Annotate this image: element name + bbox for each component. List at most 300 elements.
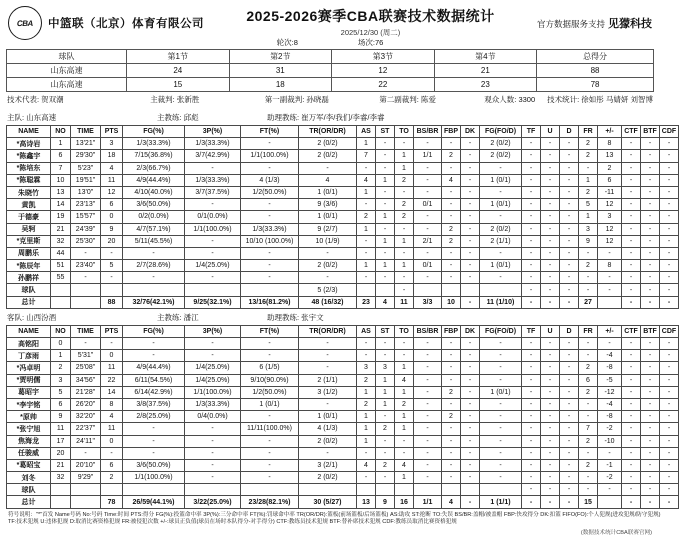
unsportsmanlike: - xyxy=(541,496,560,508)
technical-fouls: - xyxy=(522,398,541,410)
blocks: - xyxy=(414,386,442,398)
steals: 1 xyxy=(376,260,395,272)
free-throws: 23/28(82.1%) xyxy=(241,496,299,508)
jersey-number: 55 xyxy=(51,272,71,284)
turnovers: - xyxy=(395,447,414,459)
dunks: - xyxy=(461,459,480,471)
steals: 1 xyxy=(376,235,395,247)
free-throws xyxy=(241,284,299,296)
coach-technical: - xyxy=(622,138,641,150)
three-pointers: 1/1(100.0%) xyxy=(185,386,241,398)
disqualifying: - xyxy=(560,186,579,198)
fastbreak-points: 2 xyxy=(442,150,461,162)
minutes xyxy=(71,484,101,496)
scoreboard-q4: 21 xyxy=(434,64,537,78)
turnovers: 11 xyxy=(395,296,414,308)
field-goals: 4/7(57.1%) xyxy=(123,223,185,235)
coach-disqualifying: - xyxy=(660,423,679,435)
field-goals: 7/15(36.8%) xyxy=(123,150,185,162)
player-row xyxy=(7,459,679,471)
assists: - xyxy=(357,199,376,211)
disqualifying: - xyxy=(560,374,579,386)
fastbreak-points: - xyxy=(442,459,461,471)
minutes: 15'57" xyxy=(71,211,101,223)
disqualifying: - xyxy=(560,459,579,471)
bench-technical: - xyxy=(641,398,660,410)
unsportsmanlike: - xyxy=(541,174,560,186)
technical-fouls: - xyxy=(522,223,541,235)
fastbreak-points: - xyxy=(442,350,461,362)
field-goals: 2/3(66.7%) xyxy=(123,162,185,174)
unsportsmanlike: - xyxy=(541,296,560,308)
dunks: - xyxy=(461,374,480,386)
player-name: 孙鹏祥 xyxy=(7,272,51,284)
col-to: TO xyxy=(395,126,414,138)
three-pointers: - xyxy=(185,272,241,284)
unsportsmanlike: - xyxy=(541,447,560,459)
plus-minus: 12 xyxy=(598,235,622,247)
three-pointers: 3/7(42.9%) xyxy=(185,150,241,162)
fouls-drawn: 7 xyxy=(579,423,598,435)
col-tf: TF xyxy=(522,126,541,138)
total-rebounds: - xyxy=(299,350,357,362)
field-goals: 4/9(44.4%) xyxy=(123,174,185,186)
scoreboard-q3: 12 xyxy=(332,64,435,78)
free-throws: 1/2(50.0%) xyxy=(241,386,299,398)
player-name: 球队 xyxy=(7,484,51,496)
dunks: - xyxy=(461,138,480,150)
dunks: - xyxy=(461,211,480,223)
total-rebounds: 2 (0/2) xyxy=(299,435,357,447)
player-name: 葛昭宇 xyxy=(7,386,51,398)
plus-minus: 8 xyxy=(598,260,622,272)
steals xyxy=(376,484,395,496)
coach-disqualifying: - xyxy=(660,296,679,308)
coach-technical: - xyxy=(622,423,641,435)
home-box-score-body xyxy=(7,138,679,309)
player-row xyxy=(7,260,679,272)
jersey-number: 19 xyxy=(51,211,71,223)
jersey-number: 32 xyxy=(51,235,71,247)
blocks: - xyxy=(414,162,442,174)
coach-technical: - xyxy=(622,150,641,162)
coach-technical: - xyxy=(622,272,641,284)
col-dk: DK xyxy=(461,126,480,138)
fastbreak-points: - xyxy=(442,362,461,374)
jersey-number: 14 xyxy=(51,199,71,211)
blocks xyxy=(414,284,442,296)
coach-technical: - xyxy=(622,350,641,362)
disqualifying: - xyxy=(560,472,579,484)
three-pointers: - xyxy=(185,162,241,174)
turnovers: 1 xyxy=(395,260,414,272)
fouls-drawn: 5 xyxy=(579,199,598,211)
bench-technical: - xyxy=(641,260,660,272)
total-rebounds: 9 (2/7) xyxy=(299,223,357,235)
unsportsmanlike: - xyxy=(541,472,560,484)
fastbreak-points: 10 xyxy=(442,296,461,308)
blocks: - xyxy=(414,186,442,198)
col-3p: 3P(%) xyxy=(185,126,241,138)
blocks: 3/3 xyxy=(414,296,442,308)
assists: 1 xyxy=(357,186,376,198)
player-name: *陈鑫宇 xyxy=(7,150,51,162)
col-no: NO xyxy=(51,325,71,337)
unsportsmanlike: - xyxy=(541,398,560,410)
free-throws: - xyxy=(241,447,299,459)
player-name: *张宁旭 xyxy=(7,423,51,435)
player-name: *原帅 xyxy=(7,411,51,423)
jersey-number: 2 xyxy=(51,362,71,374)
blocks: - xyxy=(414,211,442,223)
disqualifying: - xyxy=(560,138,579,150)
total-rebounds: 2 (0/2) xyxy=(299,138,357,150)
technical-fouls: - xyxy=(522,374,541,386)
dunks: - xyxy=(461,186,480,198)
blocks: - xyxy=(414,459,442,471)
statisticians: 技术统计: 徐如彤 马婧妍 刘智博 xyxy=(547,95,653,104)
turnovers: 1 xyxy=(395,386,414,398)
player-row xyxy=(7,199,679,211)
head-referee: 主裁判: 张新胜 xyxy=(150,95,200,104)
col-btf: BTF xyxy=(641,126,660,138)
col-cdf: CDF xyxy=(660,126,679,138)
technical-fouls: - xyxy=(522,362,541,374)
minutes xyxy=(71,296,101,308)
coach-disqualifying: - xyxy=(660,435,679,447)
total-rebounds: - xyxy=(299,162,357,174)
coach-disqualifying: - xyxy=(660,398,679,410)
turnovers: 2 xyxy=(395,398,414,410)
player-name: 球队 xyxy=(7,284,51,296)
fouls-drawn: 2 xyxy=(579,435,598,447)
jersey-number: 10 xyxy=(51,174,71,186)
points: 11 xyxy=(101,174,123,186)
player-row xyxy=(7,223,679,235)
fouls: - xyxy=(480,398,522,410)
fouls-drawn: 2 xyxy=(579,138,598,150)
fouls: 1 (1/1) xyxy=(480,496,522,508)
points: 14 xyxy=(101,386,123,398)
fouls: 2 (1/1) xyxy=(480,235,522,247)
fouls: - xyxy=(480,211,522,223)
fastbreak-points: - xyxy=(442,162,461,174)
points: 11 xyxy=(101,423,123,435)
steals: - xyxy=(376,247,395,259)
scoreboard-q1: 24 xyxy=(127,64,230,78)
three-pointers: 1/1(100.0%) xyxy=(185,223,241,235)
blocks: 2/1 xyxy=(414,235,442,247)
free-throws: - xyxy=(241,435,299,447)
dunks: - xyxy=(461,247,480,259)
second-assistant-referee: 第二副裁判: 陈爱 xyxy=(379,95,436,104)
total-rebounds: - xyxy=(299,247,357,259)
three-pointers: - xyxy=(185,235,241,247)
turnovers: - xyxy=(395,186,414,198)
blocks xyxy=(414,484,442,496)
col-fr: FR xyxy=(579,325,598,337)
bench-technical: - xyxy=(641,272,660,284)
plus-minus: - xyxy=(598,484,622,496)
field-goals: 2/7(28.6%) xyxy=(123,260,185,272)
plus-minus: 12 xyxy=(598,199,622,211)
col-time: TIME xyxy=(71,325,101,337)
blocks: - xyxy=(414,223,442,235)
bench-technical: - xyxy=(641,338,660,350)
fouls-drawn: - xyxy=(579,398,598,410)
turnovers: 1 xyxy=(395,235,414,247)
unsportsmanlike: - xyxy=(541,199,560,211)
plus-minus: -8 xyxy=(598,411,622,423)
player-name: 任骏威 xyxy=(7,447,51,459)
steals: - xyxy=(376,338,395,350)
plus-minus: -11 xyxy=(598,186,622,198)
disqualifying: - xyxy=(560,411,579,423)
jersey-number: 13 xyxy=(51,186,71,198)
fouls-drawn: - xyxy=(579,484,598,496)
free-throws: - xyxy=(241,272,299,284)
disqualifying: - xyxy=(560,247,579,259)
unsportsmanlike: - xyxy=(541,260,560,272)
blocks: - xyxy=(414,272,442,284)
disqualifying: - xyxy=(560,162,579,174)
home-team-header xyxy=(6,111,654,125)
player-name: 于德豪 xyxy=(7,211,51,223)
technical-fouls: - xyxy=(522,447,541,459)
assists: 3 xyxy=(357,362,376,374)
coach-disqualifying: - xyxy=(660,174,679,186)
free-throws: 9/10(90.0%) xyxy=(241,374,299,386)
dunks: - xyxy=(461,260,480,272)
col-as: AS xyxy=(357,126,376,138)
assists: - xyxy=(357,350,376,362)
technical-fouls: - xyxy=(522,235,541,247)
free-throws: 10/10 (100.0%) xyxy=(241,235,299,247)
home-team-label: 主队: 山东高速 xyxy=(7,113,57,122)
plus-minus: 8 xyxy=(598,138,622,150)
field-goals: 1/3(33.3%) xyxy=(123,138,185,150)
coach-disqualifying: - xyxy=(660,162,679,174)
dunks: - xyxy=(461,272,480,284)
disqualifying: - xyxy=(560,211,579,223)
cba-logo-text: CBA xyxy=(16,18,34,28)
turnovers: - xyxy=(395,272,414,284)
field-goals: - xyxy=(123,447,185,459)
away-team-coach: 主教练: 潘江 xyxy=(157,312,199,322)
dunks: - xyxy=(461,223,480,235)
fouls: - xyxy=(480,362,522,374)
steals: 2 xyxy=(376,423,395,435)
col-d: D xyxy=(560,126,579,138)
player-row xyxy=(7,350,679,362)
col-bs-br: BS/BR xyxy=(414,325,442,337)
blocks: - xyxy=(414,447,442,459)
col-no: NO xyxy=(51,126,71,138)
sponsor-block xyxy=(537,15,652,31)
sponsor-label: 官方数据服务支持 xyxy=(536,19,605,29)
plus-minus: -1 xyxy=(598,459,622,471)
plus-minus: - xyxy=(598,447,622,459)
fouls: 2 (0/2) xyxy=(480,138,522,150)
home-team-block xyxy=(6,111,677,309)
fouls: - xyxy=(480,247,522,259)
fastbreak-points: 2 xyxy=(442,223,461,235)
bench-technical: - xyxy=(641,296,660,308)
turnovers: - xyxy=(395,247,414,259)
scoreboard-col-q4: 第4节 xyxy=(434,50,537,64)
coach-disqualifying: - xyxy=(660,235,679,247)
bench-technical: - xyxy=(641,472,660,484)
col-ctf: CTF xyxy=(622,325,641,337)
total-rebounds: 2 (0/2) xyxy=(299,260,357,272)
fouls-drawn: - xyxy=(579,272,598,284)
three-pointers: - xyxy=(185,472,241,484)
minutes: 29'30" xyxy=(71,150,101,162)
coach-disqualifying: - xyxy=(660,496,679,508)
free-throws: 4 (1/3) xyxy=(241,174,299,186)
steals: - xyxy=(376,138,395,150)
fouls: - xyxy=(480,272,522,284)
col-fg-fo-d: FG(FO/D) xyxy=(480,325,522,337)
steals: - xyxy=(376,350,395,362)
assists: 2 xyxy=(357,374,376,386)
cba-logo-icon xyxy=(8,6,42,40)
fastbreak-points: - xyxy=(442,423,461,435)
fouls: 2 (0/2) xyxy=(480,223,522,235)
plus-minus xyxy=(598,496,622,508)
scoreboard-table xyxy=(6,49,654,92)
total-rebounds: 48 (16/32) xyxy=(299,296,357,308)
total-rebounds: 3 (1/2) xyxy=(299,386,357,398)
player-row xyxy=(7,150,679,162)
three-pointers xyxy=(185,484,241,496)
fastbreak-points: - xyxy=(442,338,461,350)
steals: - xyxy=(376,472,395,484)
turnovers: 2 xyxy=(395,211,414,223)
jersey-number: 44 xyxy=(51,247,71,259)
fouls-drawn: 3 xyxy=(579,223,598,235)
disqualifying: - xyxy=(560,350,579,362)
dunks xyxy=(461,284,480,296)
assists: 23 xyxy=(357,296,376,308)
player-row xyxy=(7,338,679,350)
coach-technical: - xyxy=(622,247,641,259)
coach-technical: - xyxy=(622,260,641,272)
col-to: TO xyxy=(395,325,414,337)
three-pointers: - xyxy=(185,423,241,435)
player-name: 朱晓竹 xyxy=(7,186,51,198)
first-assistant-referee: 第一副裁判: 孙晓磊 xyxy=(264,95,329,104)
fastbreak-points: - xyxy=(442,260,461,272)
field-goals: - xyxy=(123,423,185,435)
jersey-number: 20 xyxy=(51,447,71,459)
three-pointers: 1/4(25.0%) xyxy=(185,374,241,386)
player-name: *陈聪霖 xyxy=(7,174,51,186)
disqualifying: - xyxy=(560,386,579,398)
field-goals: 4/10(40.0%) xyxy=(123,186,185,198)
unsportsmanlike: - xyxy=(541,211,560,223)
assists: 1 xyxy=(357,411,376,423)
plus-minus: 3 xyxy=(598,211,622,223)
player-row xyxy=(7,435,679,447)
steals: - xyxy=(376,162,395,174)
scoreboard-row xyxy=(7,78,654,92)
fastbreak-points: - xyxy=(442,398,461,410)
player-name: *陈培东 xyxy=(7,162,51,174)
plus-minus: -2 xyxy=(598,423,622,435)
jersey-number: 7 xyxy=(51,162,71,174)
fouls-drawn: 2 xyxy=(579,459,598,471)
steals: - xyxy=(376,411,395,423)
technical-fouls: - xyxy=(522,411,541,423)
three-pointers: 1/3(33.3%) xyxy=(185,138,241,150)
fouls: - xyxy=(480,411,522,423)
legend-line-2: TF:技术犯规 U:违体犯规 D:取消比赛资格犯规 FR:被侵犯次数 +/-:球员正负值(球员在场时本队得分-对手得分) CTF:教练员技术犯规 BTF:替补席技术犯规 CDF:教练员取消比赛资格犯规 xyxy=(8,519,457,526)
fouls-drawn: - xyxy=(579,447,598,459)
fouls xyxy=(480,484,522,496)
fouls-drawn: 2 xyxy=(579,362,598,374)
fouls: 2 (0/2) xyxy=(480,150,522,162)
bench-technical: - xyxy=(641,362,660,374)
disqualifying: - xyxy=(560,223,579,235)
minutes: 13'21" xyxy=(71,138,101,150)
scoreboard-total: 88 xyxy=(537,64,654,78)
jersey-number xyxy=(51,284,71,296)
jersey-number: 1 xyxy=(51,350,71,362)
col-plus-minus: +/- xyxy=(598,126,622,138)
field-goals: - xyxy=(123,350,185,362)
jersey-number xyxy=(51,296,71,308)
fouls: 1 (0/1) xyxy=(480,386,522,398)
col-bs-br: BS/BR xyxy=(414,126,442,138)
bench-technical: - xyxy=(641,211,660,223)
plus-minus: - xyxy=(598,272,622,284)
col-u: U xyxy=(541,325,560,337)
technical-fouls: - xyxy=(522,247,541,259)
jersey-number xyxy=(51,496,71,508)
three-pointers: - xyxy=(185,338,241,350)
steals: 1 xyxy=(376,386,395,398)
fouls: - xyxy=(480,186,522,198)
fastbreak-points: - xyxy=(442,272,461,284)
col-plus-minus: +/- xyxy=(598,325,622,337)
dunks xyxy=(461,484,480,496)
player-row xyxy=(7,398,679,410)
fouls: - xyxy=(480,338,522,350)
coach-disqualifying: - xyxy=(660,247,679,259)
points: 12 xyxy=(101,186,123,198)
assists xyxy=(357,284,376,296)
scoreboard-q1: 15 xyxy=(127,78,230,92)
fouls: - xyxy=(480,435,522,447)
total-rebounds: - xyxy=(299,398,357,410)
bench-technical: - xyxy=(641,247,660,259)
title-block xyxy=(210,6,531,38)
disqualifying: - xyxy=(560,423,579,435)
points: 88 xyxy=(101,296,123,308)
steals: - xyxy=(376,435,395,447)
plus-minus: 12 xyxy=(598,223,622,235)
bench-technical: - xyxy=(641,235,660,247)
free-throws: - xyxy=(241,260,299,272)
blocks: - xyxy=(414,362,442,374)
player-row xyxy=(7,362,679,374)
dunks: - xyxy=(461,496,480,508)
bench-technical: - xyxy=(641,150,660,162)
minutes: 9'29" xyxy=(71,472,101,484)
blocks: - xyxy=(414,374,442,386)
totals-row xyxy=(7,296,679,308)
